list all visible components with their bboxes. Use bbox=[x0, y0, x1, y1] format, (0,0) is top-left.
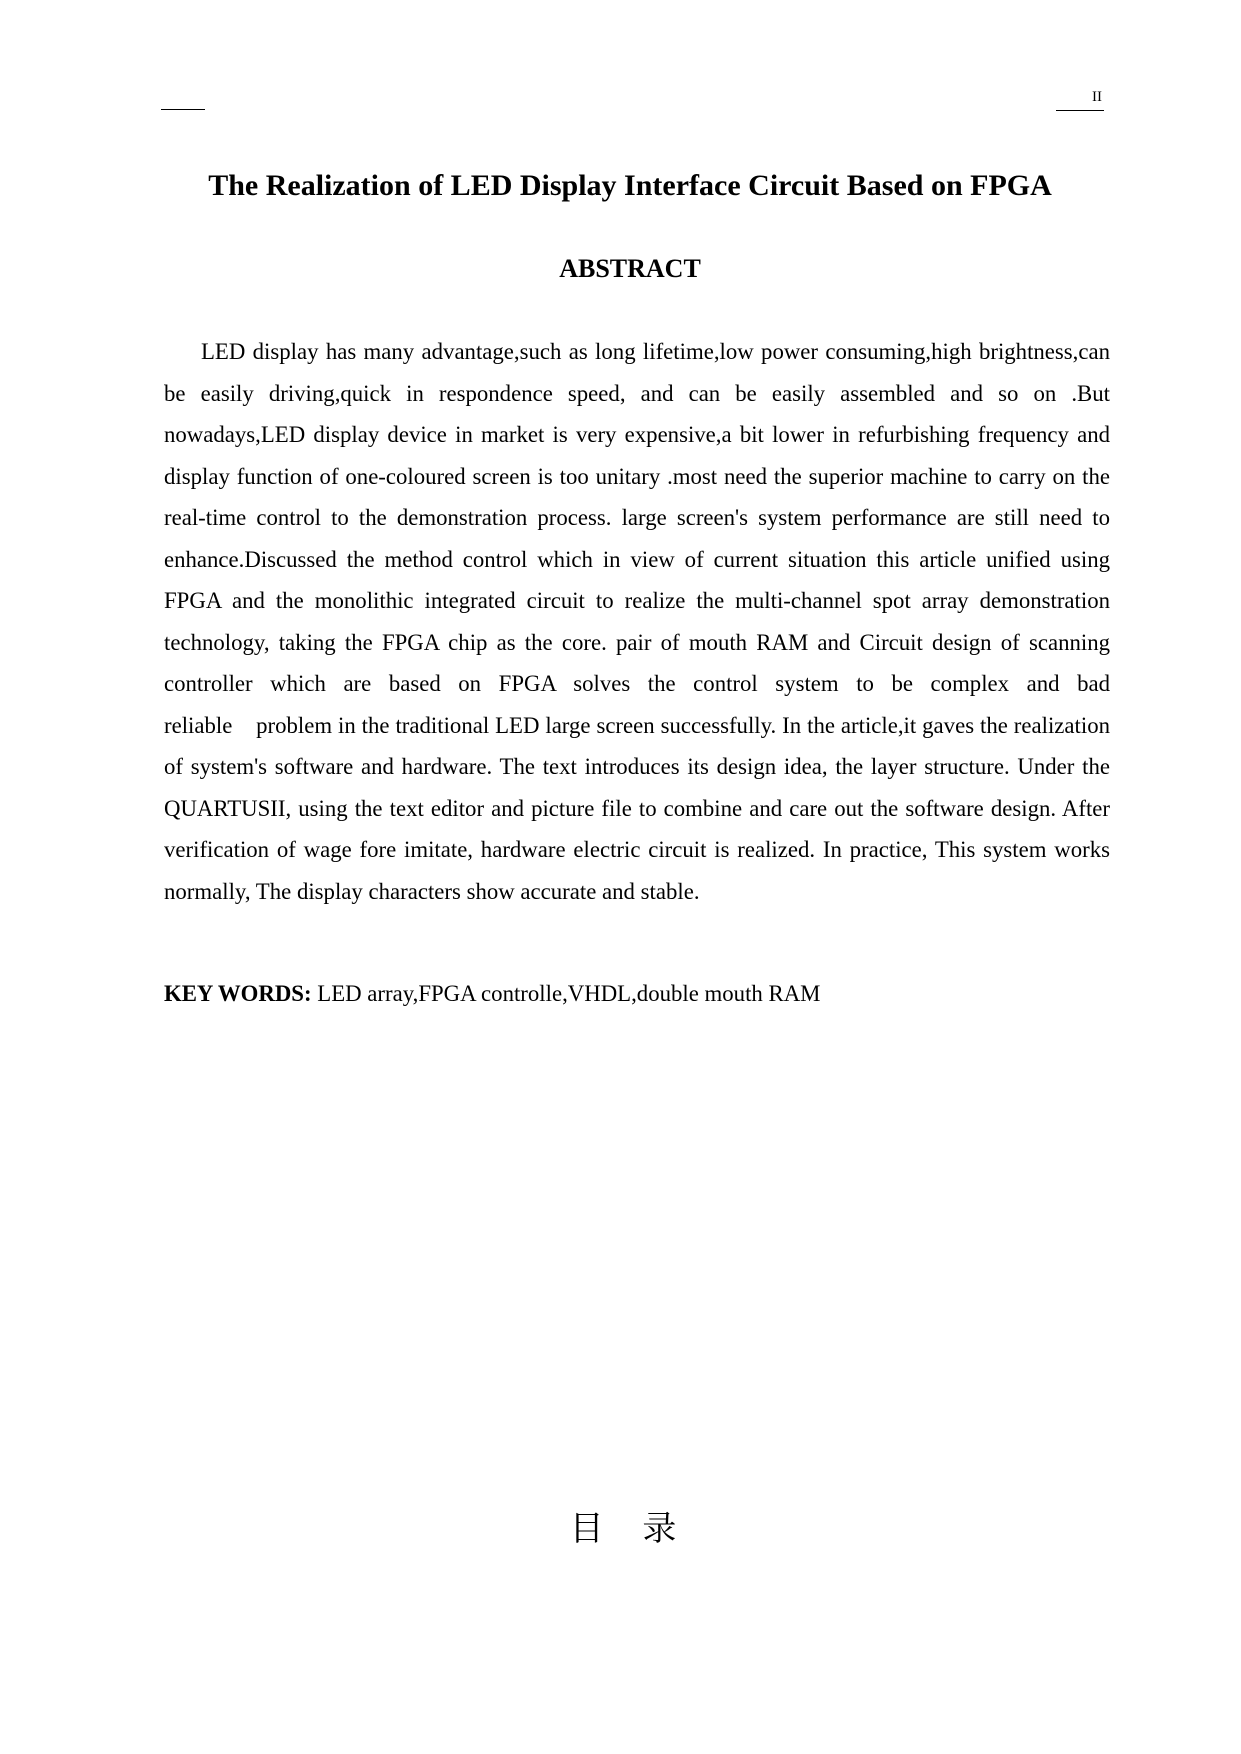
keywords-text: LED array,FPGA controlle,VHDL,double mouth RAM bbox=[311, 981, 821, 1006]
header-rule-left bbox=[161, 109, 205, 110]
keywords-label: KEY WORDS: bbox=[164, 981, 312, 1006]
paper-title: The Realization of LED Display Interface Circuit Based on FPGA bbox=[208, 169, 1052, 202]
toc-heading: 目 录 bbox=[569, 1509, 691, 1549]
abstract-heading: ABSTRACT bbox=[559, 254, 701, 283]
header-rule-right bbox=[1056, 110, 1104, 111]
abstract-body: LED display has many advantage,such as long lifetime,low power consuming,high brightness,can be easily driving,quick in respondence speed, and can be easily assembled and so on .But nowadays,LED display device in market is very expensive,a bit lower in refurbishing frequency and display function of one-coloured screen is too unitary .most need the superior machine to carry on the real-time control to the demonstration process. large screen's system performance are still need to enhance.Discussed the method control which in view of current situation this article unified using FPGA and the monolithic integrated circuit to realize the multi-channel spot array demonstration technology, taking the FPGA chip as the core. pair of mouth RAM and Circuit design of scanning controller which are based on FPGA solves the control system to be complex and bad reliable problem in the traditional LED large screen successfully. In the article,it gaves the realization of system's software and hardware. The text introduces its design idea, the layer structure. Under the QUARTUSII, using the text editor and picture file to combine and care out the software design. After verification of wage fore imitate, hardware electric circuit is realized. In practice, This system works normally, The display characters show accurate and stable. bbox=[164, 339, 1110, 904]
page-number: II bbox=[1092, 89, 1102, 105]
keywords bbox=[164, 974, 1110, 1014]
